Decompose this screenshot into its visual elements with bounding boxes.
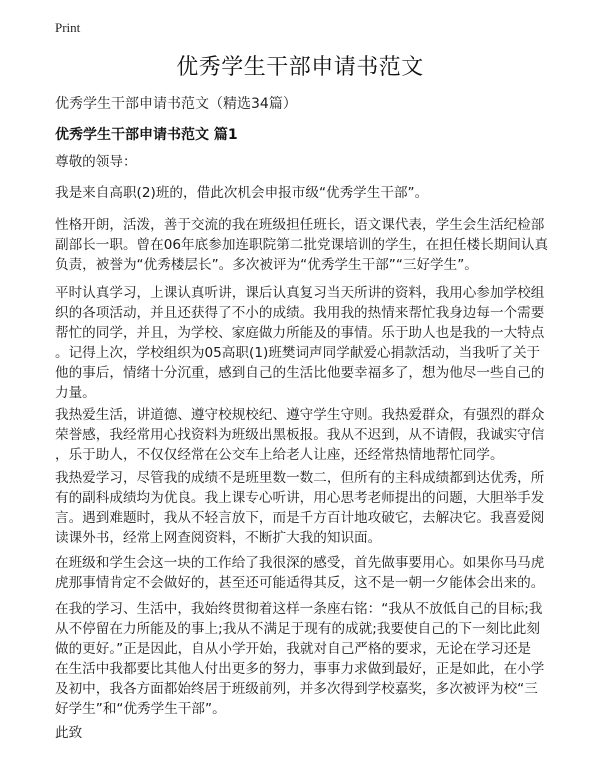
document-title: 优秀学生干部申请书范文 bbox=[176, 55, 424, 80]
text-line: 负责，被誉为“优秀楼层长”。多次被评为“优秀学生干部”“三好学生”。 bbox=[55, 257, 478, 273]
text-line: 在我的学习、生活中，我始终贯彻着这样一条座右铭：“我从不放低自己的目标;我 bbox=[55, 601, 543, 617]
text-line: 我热爱学习，尽管我的成绩不是班里数一数二，但所有的主科成绩都到达优秀，所 bbox=[55, 470, 545, 486]
text-line: 我是来自高职(2)班的，借此次机会申报市级“优秀学生干部”。 bbox=[55, 185, 429, 201]
text-line: 在生活中我都要比其他人付出更多的努力，事事力求做到最好，正是如此，在小学 bbox=[55, 661, 545, 677]
paragraph-5 bbox=[55, 468, 560, 548]
text-line: 织的各项活动，并且还获得了不小的成绩。我用我的热情来帮忙我身边每一个需要 bbox=[55, 305, 545, 321]
text-line: 性格开朗，活泼，善于交流的我在班级担任班长，语文课代表，学生会生活纪检部 bbox=[55, 217, 545, 233]
text-line: 在班级和学生会这一块的工作给了我很深的感受，首先做事要用心。如果你马马虎 bbox=[55, 555, 545, 571]
text-line: 从不停留在力所能及的事上;我从不满足于现有的成就;我要使自己的下一刻比此刻 bbox=[55, 621, 540, 637]
section-heading: 优秀学生干部申请书范文 篇1 bbox=[55, 127, 238, 143]
text-line: 此致 bbox=[55, 725, 83, 741]
text-line: 及初中，我各方面都始终居于班级前列，并多次得到学校嘉奖，多次被评为校“三 bbox=[55, 681, 538, 697]
text-line: 言。遇到难题时，我从不轻言放下，而是千方百计地攻破它，去解决它。我喜爱阅 bbox=[55, 510, 545, 526]
paragraph-6 bbox=[55, 553, 560, 593]
text-line: 荣誉感，我经常用心找资料为班级出黑板报。我从不迟到，从不请假，我诚实守信 bbox=[55, 427, 545, 443]
text-line: 副部长一职。曾在06年底参加连职院第二批党课培训的学生，在担任楼长期间认真 bbox=[55, 237, 549, 253]
document-subtitle: 优秀学生干部申请书范文（精选34篇） bbox=[55, 96, 297, 112]
text-line: 做的更好。”正是因此，自从小学开始，我就对自己严格的要求，无论在学习还是 bbox=[55, 641, 532, 657]
paragraph-4 bbox=[55, 405, 560, 465]
paragraph-1 bbox=[55, 183, 560, 203]
text-line: 有的副科成绩均为优良。我上课专心听讲，用心思考老师提出的问题，大胆举手发 bbox=[55, 490, 545, 506]
text-line: 读课外书，经常上网查阅资料，不断扩大我的知识面。 bbox=[55, 530, 382, 546]
text-line: 尊敬的领导： bbox=[55, 154, 137, 170]
text-line: 力量。 bbox=[55, 385, 96, 401]
text-line: 好学生”和“优秀学生干部”。 bbox=[55, 701, 226, 717]
text-line: 虎那事情肯定不会做好的，甚至还可能适得其反，这不是一朝一夕能体会出来的。 bbox=[55, 575, 545, 591]
text-line: 我热爱生活，讲道德、遵守校规校纪、遵守学生守则。我热爱群众，有强烈的群众 bbox=[55, 407, 545, 423]
print-label[interactable]: Print bbox=[55, 20, 81, 35]
text-line: ，乐于助人，不仅仅经常在公交车上给老人让座，还经常热情地帮忙同学。 bbox=[55, 447, 504, 463]
text-line: 帮忙的同学，并且，为学校、家庭做力所能及的事情。乐于助人也是我的一大特点 bbox=[55, 325, 545, 341]
closing bbox=[55, 723, 560, 743]
paragraph-2 bbox=[55, 215, 560, 275]
paragraph-7 bbox=[55, 599, 560, 719]
paragraph-3 bbox=[55, 283, 560, 403]
text-line: 。记得上次，学校组织为05高职(1)班樊词声同学献爱心捐款活动，当我听了关于 bbox=[55, 345, 541, 361]
text-line: 平时认真学习，上课认真听讲，课后认真复习当天所讲的资料，我用心参加学校组 bbox=[55, 285, 545, 301]
text-line: 他的事后，情绪十分沉重，感到自己的生活比他要幸福多了，想为他尽一些自己的 bbox=[55, 365, 545, 381]
salutation bbox=[55, 152, 560, 172]
